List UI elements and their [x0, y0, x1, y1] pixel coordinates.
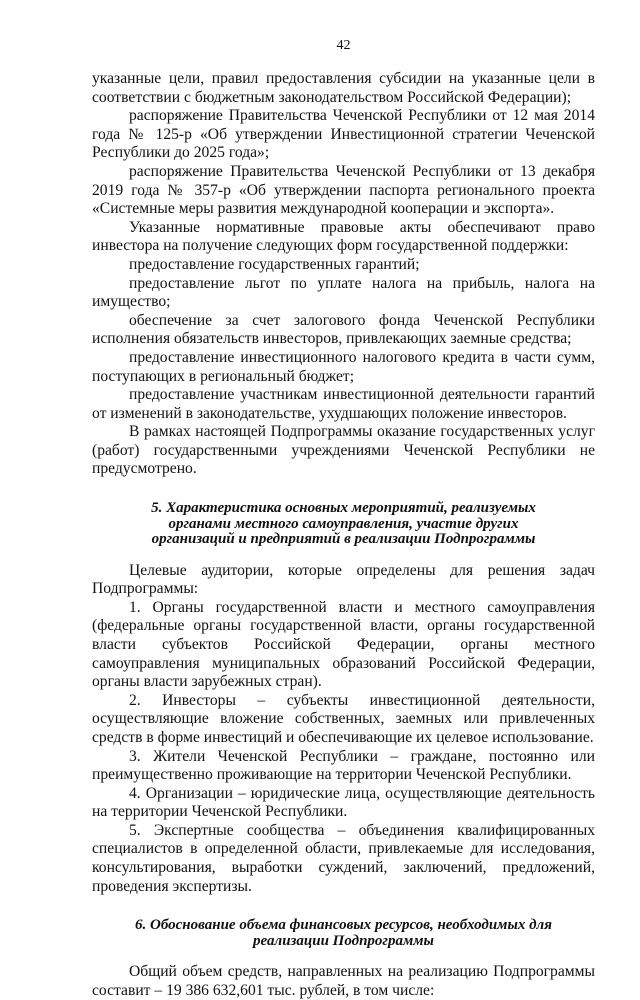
paragraph: Общий объем средств, направленных на реализацию Подпрограммы составит – 19 386 632,601 тыс. рублей, в том числе:	[92, 963, 595, 999]
paragraph: обеспечение за счет залогового фонда Чеченской Республики исполнения обязательств инвесторов, привлекающих заемные средства;	[92, 311, 595, 348]
document-page	[92, 0, 595, 999]
heading-line: реализации Подпрограммы	[253, 932, 434, 949]
paragraph: Указанные нормативные правовые акты обеспечивают право инвестора на получение следующих форм государственной поддержки:	[92, 218, 595, 255]
paragraph: Целевые аудитории, которые определены для решения задач Подпрограммы:	[92, 561, 595, 598]
paragraph: указанные цели, правил предоставления субсидии на указанные цели в соответствии с бюджетным законодательством Российской Федерации);	[92, 70, 595, 106]
paragraph: распоряжение Правительства Чеченской Республики от 12 мая 2014 года № 125-р «Об утверждении Инвестиционной стратегии Чеченской Республики до 2025 года»;	[92, 107, 595, 162]
heading-line: 6. Обоснование объема финансовых ресурсов, необходимых для	[135, 917, 552, 934]
document-body	[92, 70, 595, 1000]
list-item: 5. Экспертные сообщества – объединения квалифицированных специалистов в определенной области, привлекаемые для исследования, консультирования, выработки суждений, заключений, предложений, проведения экспертизы.	[92, 821, 595, 895]
paragraph: распоряжение Правительства Чеченской Республики от 13 декабря 2019 года № 357-р «Об утверждении паспорта регионального проекта «Системные меры развития международной кооперации и экспорта».	[92, 162, 595, 218]
section-6-heading	[92, 918, 595, 949]
section-5-heading	[92, 501, 595, 548]
heading-line: органами местного самоуправления, участие других	[168, 515, 519, 532]
list-item: 2. Инвесторы – субъекты инвестиционной деятельности, осуществляющие вложение собственных, заемных или привлеченных средств в форме инвестиций и обеспечивающие их целевое использование.	[92, 691, 595, 746]
paragraph: В рамках настоящей Подпрограммы оказание государственных услуг (работ) государственными учреждениями Чеченской Республики не предусмотрено.	[92, 423, 595, 478]
list-item: 4. Организации – юридические лица, осуществляющие деятельность на территории Чеченской Республики.	[92, 784, 595, 821]
paragraph: предоставление участникам инвестиционной деятельности гарантий от изменений в законодательстве, ухудшающих положение инвесторов.	[92, 386, 595, 422]
paragraph: предоставление льгот по уплате налога на прибыль, налога на имущество;	[92, 274, 595, 311]
list-item: 3. Жители Чеченской Республики – граждане, постоянно или преимущественно проживающие на территории Чеченской Республики.	[92, 747, 595, 784]
heading-line: 5. Характеристика основных мероприятий, реализуемых	[151, 500, 536, 517]
page-number: 42	[336, 38, 351, 53]
heading-line: организаций и предприятий в реализации Подпрограммы	[151, 531, 536, 548]
list-item: 1. Органы государственной власти и местного самоуправления (федеральные органы государственной власти, органы государственной власти субъектов Российской Федерации, органы местного самоуправления муниципальных образований Российской Федерации, органы власти зарубежных стран).	[92, 598, 595, 691]
paragraph: предоставление государственных гарантий;	[129, 255, 420, 273]
paragraph: предоставление инвестиционного налогового кредита в части сумм, поступающих в региональный бюджет;	[92, 348, 595, 385]
